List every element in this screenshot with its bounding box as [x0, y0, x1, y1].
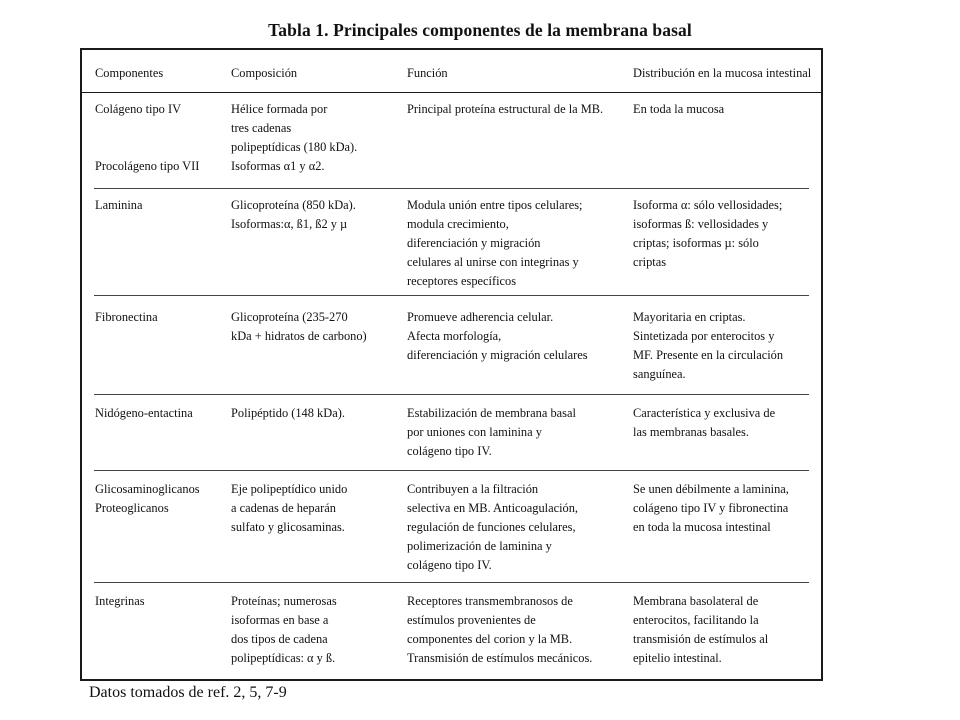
row-divider	[94, 295, 809, 296]
cell-componente: Colágeno tipo IV Procolágeno tipo VII	[95, 102, 200, 173]
row-divider	[94, 582, 809, 583]
cell-composicion: Glicoproteína (850 kDa). Isoformas:α, ß1, ß2 y µ	[231, 198, 356, 231]
cell-funcion: Principal proteína estructural de la MB.	[407, 102, 604, 116]
cell-composicion: Eje polipeptídico unido a cadenas de heparán sulfato y glicosaminas.	[231, 482, 348, 534]
cell-composicion: Proteínas; numerosas isoformas en base a dos tipos de cadena polipeptídicas: α y ß.	[231, 594, 337, 665]
table-title: Tabla 1. Principales componentes de la membrana basal	[268, 20, 692, 40]
row-divider	[94, 470, 809, 471]
table	[80, 48, 823, 681]
cell-funcion: Promueve adherencia celular. Afecta morfología, diferenciación y migración celulares	[407, 310, 588, 362]
table-header	[82, 50, 821, 93]
header-funcion: Función	[407, 66, 448, 80]
cell-distribucion: Mayoritaria en criptas. Sintetizada por enterocitos y MF. Presente en la circulación sanguínea.	[633, 310, 784, 381]
header-composicion: Composición	[231, 66, 298, 80]
cell-funcion: Receptores transmembranosos de estímulos provenientes de componentes del corion y la MB. Transmisión de estímulos mecánicos.	[407, 594, 593, 665]
cell-funcion: Contribuyen a la filtración selectiva en MB. Anticoagulación, regulación de funciones celulares, polimerización de laminina y colágeno tipo IV.	[407, 482, 579, 572]
cell-distribucion: Membrana basolateral de enterocitos, facilitando la transmisión de estímulos al epitelio intestinal.	[633, 594, 769, 665]
header-distribucion: Distribución en la mucosa intestinal	[633, 66, 812, 80]
cell-componente: Glicosaminoglicanos Proteoglicanos	[95, 482, 200, 515]
cell-funcion: Modula unión entre tipos celulares; modula crecimiento, diferenciación y migración celulares al unirse con integrinas y receptores específicos	[407, 198, 583, 288]
cell-distribucion: Característica y exclusiva de las membranas basales.	[633, 406, 776, 439]
cell-componente: Fibronectina	[95, 310, 158, 324]
cell-componente: Laminina	[95, 198, 143, 212]
cell-funcion: Estabilización de membrana basal por uniones con laminina y colágeno tipo IV.	[407, 406, 576, 458]
cell-composicion: Glicoproteína (235-270 kDa + hidratos de carbono)	[231, 310, 367, 343]
cell-componente: Nidógeno-entactina	[95, 406, 193, 420]
cell-composicion: Polipéptido (148 kDa).	[231, 406, 345, 420]
source-note: Datos tomados de ref. 2, 5, 7-9	[89, 684, 287, 701]
header-componentes: Componentes	[95, 66, 164, 80]
row-divider	[94, 394, 809, 395]
cell-distribucion: Isoforma α: sólo vellosidades; isoformas ß: vellosidades y criptas; isoformas µ: sólo criptas	[633, 198, 783, 269]
cell-componente: Integrinas	[95, 594, 145, 608]
row-divider	[94, 188, 809, 189]
cell-composicion: Hélice formada por tres cadenas polipeptídicas (180 kDa). Isoformas α1 y α2.	[231, 102, 358, 173]
cell-distribucion: Se unen débilmente a laminina, colágeno tipo IV y fibronectina en toda la mucosa intestinal	[633, 482, 789, 534]
cell-distribucion: En toda la mucosa	[633, 102, 725, 116]
